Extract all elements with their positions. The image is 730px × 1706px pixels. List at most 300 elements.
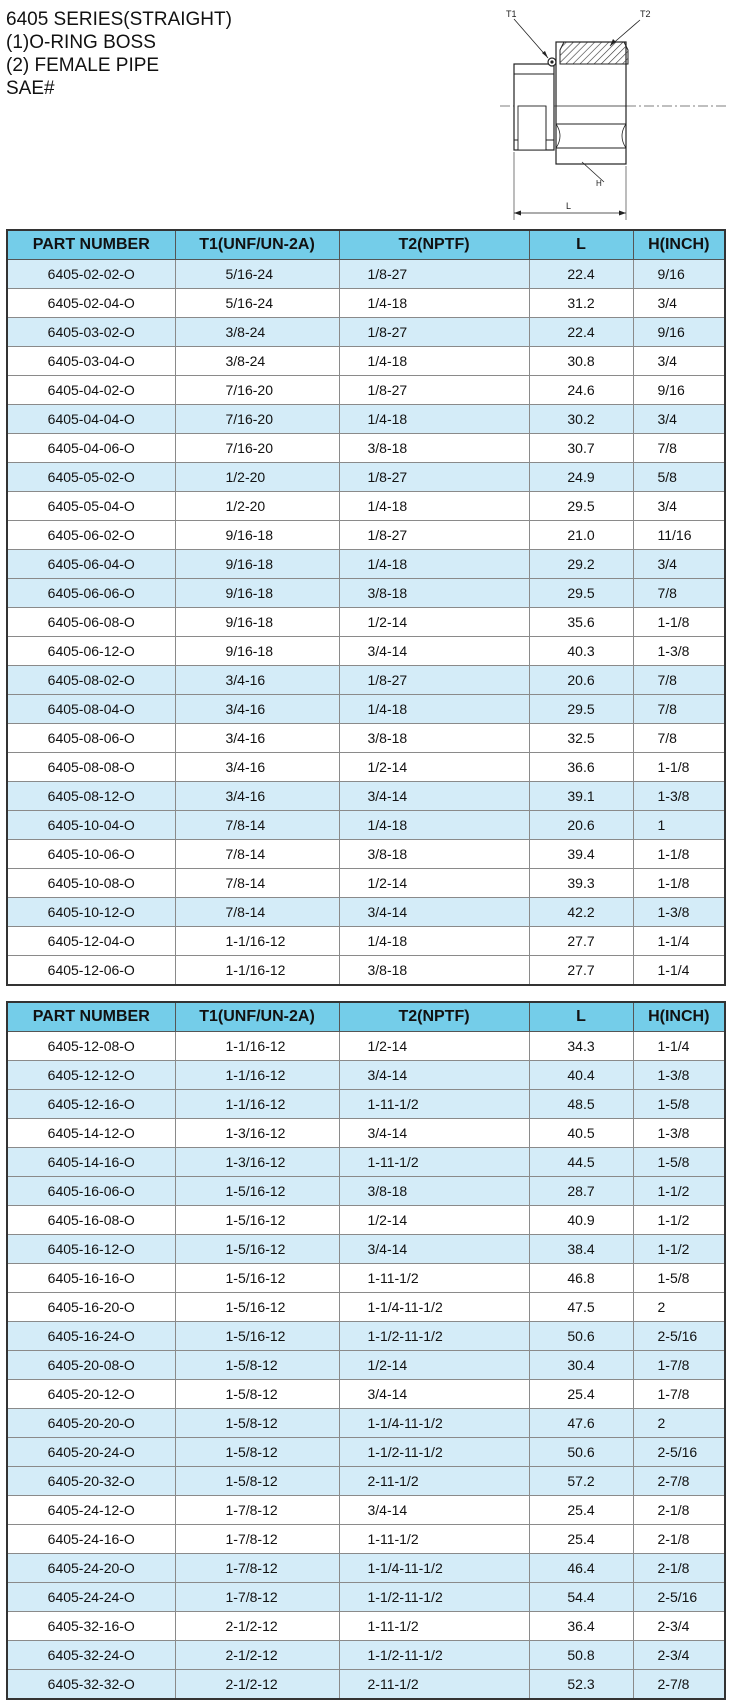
t1-cell: 1-5/8-12 bbox=[175, 1438, 339, 1467]
l-cell: 25.4 bbox=[529, 1496, 633, 1525]
header-t2: T2(NPTF) bbox=[339, 1002, 529, 1032]
h-cell: 2-5/16 bbox=[633, 1583, 725, 1612]
t2-cell: 1-1/2-11-1/2 bbox=[339, 1641, 529, 1670]
t1-cell: 1-5/16-12 bbox=[175, 1177, 339, 1206]
table-row bbox=[7, 1409, 725, 1438]
t1-cell: 1-5/8-12 bbox=[175, 1380, 339, 1409]
parts-table-1 bbox=[6, 229, 726, 986]
table-row bbox=[7, 1641, 725, 1670]
part-number-cell: 6405-08-06-O bbox=[7, 724, 175, 753]
l-cell: 24.6 bbox=[529, 376, 633, 405]
l-cell: 46.8 bbox=[529, 1264, 633, 1293]
part-number-cell: 6405-04-04-O bbox=[7, 405, 175, 434]
l-cell: 47.5 bbox=[529, 1293, 633, 1322]
table-row bbox=[7, 840, 725, 869]
l-cell: 39.3 bbox=[529, 869, 633, 898]
l-cell: 21.0 bbox=[529, 521, 633, 550]
t2-cell: 1/4-18 bbox=[339, 347, 529, 376]
table-row bbox=[7, 1119, 725, 1148]
t2-cell: 1-11-1/2 bbox=[339, 1148, 529, 1177]
part-number-cell: 6405-12-04-O bbox=[7, 927, 175, 956]
h-cell: 3/4 bbox=[633, 492, 725, 521]
part-number-cell: 6405-12-12-O bbox=[7, 1061, 175, 1090]
t1-cell: 1-3/16-12 bbox=[175, 1148, 339, 1177]
l-cell: 20.6 bbox=[529, 811, 633, 840]
h-cell: 2-1/8 bbox=[633, 1496, 725, 1525]
t1-cell: 1-1/16-12 bbox=[175, 1032, 339, 1061]
t1-cell: 1/2-20 bbox=[175, 492, 339, 521]
table-row bbox=[7, 1554, 725, 1583]
t2-cell: 1/4-18 bbox=[339, 811, 529, 840]
label-t1: T1 bbox=[506, 9, 517, 19]
header-t1: T1(UNF/UN-2A) bbox=[175, 230, 339, 260]
t2-cell: 1-11-1/2 bbox=[339, 1525, 529, 1554]
table-row bbox=[7, 1148, 725, 1177]
thread-section bbox=[518, 106, 546, 150]
t2-cell: 1-11-1/2 bbox=[339, 1090, 529, 1119]
h-cell: 1-7/8 bbox=[633, 1351, 725, 1380]
h-cell: 9/16 bbox=[633, 260, 725, 289]
t1-cell: 9/16-18 bbox=[175, 550, 339, 579]
t2-cell: 1-1/2-11-1/2 bbox=[339, 1583, 529, 1612]
part-number-cell: 6405-32-24-O bbox=[7, 1641, 175, 1670]
table-row bbox=[7, 347, 725, 376]
header-part-number: PART NUMBER bbox=[7, 230, 175, 260]
part-number-cell: 6405-05-04-O bbox=[7, 492, 175, 521]
l-cell: 35.6 bbox=[529, 608, 633, 637]
l-cell: 22.4 bbox=[529, 260, 633, 289]
header-t2: T2(NPTF) bbox=[339, 230, 529, 260]
l-cell: 25.4 bbox=[529, 1525, 633, 1554]
t2-cell: 1-11-1/2 bbox=[339, 1612, 529, 1641]
part-number-cell: 6405-12-06-O bbox=[7, 956, 175, 986]
t2-cell: 1/8-27 bbox=[339, 260, 529, 289]
t1-cell: 7/16-20 bbox=[175, 376, 339, 405]
t2-cell: 2-11-1/2 bbox=[339, 1670, 529, 1700]
header-h: H(INCH) bbox=[633, 230, 725, 260]
h-cell: 1-7/8 bbox=[633, 1380, 725, 1409]
l-cell: 40.5 bbox=[529, 1119, 633, 1148]
table-row bbox=[7, 1438, 725, 1467]
t2-cell: 1-1/4-11-1/2 bbox=[339, 1293, 529, 1322]
part-number-cell: 6405-16-08-O bbox=[7, 1206, 175, 1235]
t1-cell: 2-1/2-12 bbox=[175, 1612, 339, 1641]
part-number-cell: 6405-24-12-O bbox=[7, 1496, 175, 1525]
table-row bbox=[7, 1525, 725, 1554]
l-cell: 36.4 bbox=[529, 1612, 633, 1641]
parts-table-2 bbox=[6, 1001, 726, 1700]
t2-cell: 1/4-18 bbox=[339, 927, 529, 956]
t2-cell: 1/4-18 bbox=[339, 405, 529, 434]
table-row bbox=[7, 1177, 725, 1206]
l-cell: 50.8 bbox=[529, 1641, 633, 1670]
t2-cell: 3/4-14 bbox=[339, 637, 529, 666]
t2-cell: 1/2-14 bbox=[339, 608, 529, 637]
part-number-cell: 6405-02-04-O bbox=[7, 289, 175, 318]
table-row bbox=[7, 608, 725, 637]
t1-cell: 3/4-16 bbox=[175, 724, 339, 753]
l-cell: 47.6 bbox=[529, 1409, 633, 1438]
table-row bbox=[7, 521, 725, 550]
h-cell: 7/8 bbox=[633, 579, 725, 608]
table-row bbox=[7, 666, 725, 695]
t2-cell: 3/4-14 bbox=[339, 1061, 529, 1090]
l-cell: 32.5 bbox=[529, 724, 633, 753]
table-row bbox=[7, 1612, 725, 1641]
l-cell: 20.6 bbox=[529, 666, 633, 695]
part-number-cell: 6405-24-24-O bbox=[7, 1583, 175, 1612]
t2-cell: 1-1/4-11-1/2 bbox=[339, 1554, 529, 1583]
t1-cell: 3/4-16 bbox=[175, 782, 339, 811]
label-h: H bbox=[596, 179, 602, 188]
part-number-cell: 6405-32-32-O bbox=[7, 1670, 175, 1700]
t1-cell: 1-1/16-12 bbox=[175, 1090, 339, 1119]
hatched-section bbox=[560, 42, 628, 64]
table-row bbox=[7, 1496, 725, 1525]
h-cell: 2-7/8 bbox=[633, 1467, 725, 1496]
h-cell: 5/8 bbox=[633, 463, 725, 492]
t1-cell: 1-5/16-12 bbox=[175, 1293, 339, 1322]
header-part-number: PART NUMBER bbox=[7, 1002, 175, 1032]
h-cell: 1-3/8 bbox=[633, 637, 725, 666]
table-row bbox=[7, 1206, 725, 1235]
t1-cell: 9/16-18 bbox=[175, 521, 339, 550]
part-number-cell: 6405-08-08-O bbox=[7, 753, 175, 782]
part-number-cell: 6405-12-08-O bbox=[7, 1032, 175, 1061]
t2-cell: 1/8-27 bbox=[339, 376, 529, 405]
table-row bbox=[7, 1322, 725, 1351]
table-row bbox=[7, 318, 725, 347]
t1-cell: 2-1/2-12 bbox=[175, 1670, 339, 1700]
table-row bbox=[7, 927, 725, 956]
h-cell: 1-5/8 bbox=[633, 1148, 725, 1177]
h-cell: 2-1/8 bbox=[633, 1525, 725, 1554]
h-cell: 2-5/16 bbox=[633, 1322, 725, 1351]
table-2-body bbox=[7, 1032, 725, 1700]
l-cell: 40.4 bbox=[529, 1061, 633, 1090]
t2-cell: 3/8-18 bbox=[339, 1177, 529, 1206]
part-number-cell: 6405-24-20-O bbox=[7, 1554, 175, 1583]
t2-cell: 1-1/2-11-1/2 bbox=[339, 1438, 529, 1467]
l-cell: 54.4 bbox=[529, 1583, 633, 1612]
t2-cell: 1/2-14 bbox=[339, 753, 529, 782]
t2-cell: 1/2-14 bbox=[339, 1032, 529, 1061]
h-cell: 9/16 bbox=[633, 376, 725, 405]
l-cell: 44.5 bbox=[529, 1148, 633, 1177]
header-h: H(INCH) bbox=[633, 1002, 725, 1032]
l-cell: 48.5 bbox=[529, 1090, 633, 1119]
table-row bbox=[7, 463, 725, 492]
part-number-cell: 6405-32-16-O bbox=[7, 1612, 175, 1641]
h-cell: 1-3/8 bbox=[633, 1061, 725, 1090]
h-cell: 3/4 bbox=[633, 405, 725, 434]
table-row bbox=[7, 1235, 725, 1264]
t1-cell: 9/16-18 bbox=[175, 579, 339, 608]
h-cell: 1-1/2 bbox=[633, 1206, 725, 1235]
h-cell: 2-5/16 bbox=[633, 1438, 725, 1467]
part-number-cell: 6405-16-12-O bbox=[7, 1235, 175, 1264]
t2-cell: 3/8-18 bbox=[339, 579, 529, 608]
t1-cell: 1-5/8-12 bbox=[175, 1409, 339, 1438]
t1-cell: 1-1/16-12 bbox=[175, 1061, 339, 1090]
h-cell: 3/4 bbox=[633, 347, 725, 376]
t2-cell: 1/4-18 bbox=[339, 492, 529, 521]
table-row bbox=[7, 1380, 725, 1409]
h-cell: 7/8 bbox=[633, 666, 725, 695]
part-number-cell: 6405-12-16-O bbox=[7, 1090, 175, 1119]
h-cell: 1-1/2 bbox=[633, 1177, 725, 1206]
t2-cell: 1/8-27 bbox=[339, 318, 529, 347]
t2-cell: 3/4-14 bbox=[339, 1380, 529, 1409]
table-row bbox=[7, 260, 725, 289]
h-cell: 1-1/4 bbox=[633, 1032, 725, 1061]
t1-cell: 7/16-20 bbox=[175, 405, 339, 434]
part-number-cell: 6405-14-12-O bbox=[7, 1119, 175, 1148]
part-number-cell: 6405-06-06-O bbox=[7, 579, 175, 608]
t1-cell: 7/8-14 bbox=[175, 811, 339, 840]
h-cell: 1-3/8 bbox=[633, 898, 725, 927]
t2-cell: 3/8-18 bbox=[339, 434, 529, 463]
part-number-cell: 6405-20-12-O bbox=[7, 1380, 175, 1409]
part-number-cell: 6405-20-20-O bbox=[7, 1409, 175, 1438]
part-number-cell: 6405-05-02-O bbox=[7, 463, 175, 492]
l-cell: 29.5 bbox=[529, 579, 633, 608]
h-cell: 2-7/8 bbox=[633, 1670, 725, 1700]
t1-cell: 3/4-16 bbox=[175, 666, 339, 695]
table-row bbox=[7, 637, 725, 666]
l-cell: 29.5 bbox=[529, 695, 633, 724]
header-row bbox=[7, 230, 725, 260]
part-number-cell: 6405-06-08-O bbox=[7, 608, 175, 637]
table-row bbox=[7, 1670, 725, 1700]
h-cell: 1-3/8 bbox=[633, 1119, 725, 1148]
part-number-cell: 6405-24-16-O bbox=[7, 1525, 175, 1554]
h-cell: 3/4 bbox=[633, 550, 725, 579]
l-cell: 27.7 bbox=[529, 956, 633, 986]
t1-cell: 1-5/8-12 bbox=[175, 1351, 339, 1380]
table-row bbox=[7, 492, 725, 521]
table-row bbox=[7, 956, 725, 986]
part-number-cell: 6405-10-04-O bbox=[7, 811, 175, 840]
table-row bbox=[7, 1583, 725, 1612]
t2-cell: 1-11-1/2 bbox=[339, 1264, 529, 1293]
l-cell: 46.4 bbox=[529, 1554, 633, 1583]
l-cell: 40.9 bbox=[529, 1206, 633, 1235]
part-number-cell: 6405-02-02-O bbox=[7, 260, 175, 289]
h-cell: 2-1/8 bbox=[633, 1554, 725, 1583]
t1-cell: 1-5/16-12 bbox=[175, 1264, 339, 1293]
l-cell: 39.1 bbox=[529, 782, 633, 811]
l-cell: 40.3 bbox=[529, 637, 633, 666]
part-number-cell: 6405-03-04-O bbox=[7, 347, 175, 376]
t1-cell: 5/16-24 bbox=[175, 260, 339, 289]
table-row bbox=[7, 695, 725, 724]
t2-cell: 3/8-18 bbox=[339, 724, 529, 753]
t1-cell: 3/4-16 bbox=[175, 753, 339, 782]
t2-cell: 1/4-18 bbox=[339, 550, 529, 579]
header-l: L bbox=[529, 1002, 633, 1032]
table-row bbox=[7, 405, 725, 434]
t1-cell: 1-5/16-12 bbox=[175, 1322, 339, 1351]
t2-cell: 1/8-27 bbox=[339, 521, 529, 550]
label-l: L bbox=[566, 201, 572, 211]
part-number-cell: 6405-14-16-O bbox=[7, 1148, 175, 1177]
t1-cell: 1-7/8-12 bbox=[175, 1525, 339, 1554]
part-number-cell: 6405-10-06-O bbox=[7, 840, 175, 869]
t2-cell: 3/8-18 bbox=[339, 956, 529, 986]
t1-cell: 5/16-24 bbox=[175, 289, 339, 318]
h-cell: 7/8 bbox=[633, 695, 725, 724]
l-cell: 28.7 bbox=[529, 1177, 633, 1206]
table-row bbox=[7, 1090, 725, 1119]
part-number-cell: 6405-03-02-O bbox=[7, 318, 175, 347]
t2-cell: 3/4-14 bbox=[339, 1119, 529, 1148]
t2-cell: 1/4-18 bbox=[339, 289, 529, 318]
h-cell: 2 bbox=[633, 1293, 725, 1322]
part-number-cell: 6405-16-16-O bbox=[7, 1264, 175, 1293]
part-number-cell: 6405-06-12-O bbox=[7, 637, 175, 666]
table-row bbox=[7, 1061, 725, 1090]
t2-cell: 2-11-1/2 bbox=[339, 1467, 529, 1496]
l-cell: 57.2 bbox=[529, 1467, 633, 1496]
h-cell: 1-1/8 bbox=[633, 753, 725, 782]
part-number-cell: 6405-10-12-O bbox=[7, 898, 175, 927]
h-cell: 2-3/4 bbox=[633, 1641, 725, 1670]
table-row bbox=[7, 782, 725, 811]
table-row bbox=[7, 1351, 725, 1380]
h-cell: 1-1/8 bbox=[633, 608, 725, 637]
h-cell: 7/8 bbox=[633, 724, 725, 753]
part-number-cell: 6405-06-04-O bbox=[7, 550, 175, 579]
t1-cell: 1-1/16-12 bbox=[175, 956, 339, 986]
t1-cell: 9/16-18 bbox=[175, 608, 339, 637]
t1-cell: 9/16-18 bbox=[175, 637, 339, 666]
t2-cell: 1/2-14 bbox=[339, 1351, 529, 1380]
h-cell: 1 bbox=[633, 811, 725, 840]
l-cell: 50.6 bbox=[529, 1322, 633, 1351]
l-cell: 30.7 bbox=[529, 434, 633, 463]
h-cell: 1-5/8 bbox=[633, 1090, 725, 1119]
t2-cell: 3/4-14 bbox=[339, 898, 529, 927]
part-number-cell: 6405-16-24-O bbox=[7, 1322, 175, 1351]
table-1-body bbox=[7, 260, 725, 986]
t1-cell: 1-1/16-12 bbox=[175, 927, 339, 956]
l-cell: 39.4 bbox=[529, 840, 633, 869]
h-cell: 2-3/4 bbox=[633, 1612, 725, 1641]
h-cell: 11/16 bbox=[633, 521, 725, 550]
t2-cell: 1-1/4-11-1/2 bbox=[339, 1409, 529, 1438]
t1-cell: 2-1/2-12 bbox=[175, 1641, 339, 1670]
table-row bbox=[7, 753, 725, 782]
l-cell: 36.6 bbox=[529, 753, 633, 782]
table-row bbox=[7, 724, 725, 753]
h-cell: 9/16 bbox=[633, 318, 725, 347]
table-row bbox=[7, 550, 725, 579]
h-cell: 1-1/8 bbox=[633, 869, 725, 898]
t1-cell: 1-7/8-12 bbox=[175, 1496, 339, 1525]
l-cell: 24.9 bbox=[529, 463, 633, 492]
t2-cell: 3/4-14 bbox=[339, 782, 529, 811]
l-cell: 38.4 bbox=[529, 1235, 633, 1264]
h-cell: 3/4 bbox=[633, 289, 725, 318]
part-number-cell: 6405-10-08-O bbox=[7, 869, 175, 898]
oring-boss-line: (1)O-RING BOSS bbox=[6, 32, 156, 53]
h-cell: 1-1/4 bbox=[633, 956, 725, 986]
label-t2: T2 bbox=[640, 9, 651, 19]
l-cell: 31.2 bbox=[529, 289, 633, 318]
female-pipe-line: (2) FEMALE PIPE bbox=[6, 55, 160, 76]
t2-cell: 1/2-14 bbox=[339, 869, 529, 898]
l-cell: 25.4 bbox=[529, 1380, 633, 1409]
l-cell: 29.2 bbox=[529, 550, 633, 579]
table-row bbox=[7, 434, 725, 463]
t2-cell: 1/8-27 bbox=[339, 666, 529, 695]
part-number-cell: 6405-16-06-O bbox=[7, 1177, 175, 1206]
t2-cell: 1-1/2-11-1/2 bbox=[339, 1322, 529, 1351]
t1-cell: 1-7/8-12 bbox=[175, 1583, 339, 1612]
table-row bbox=[7, 869, 725, 898]
series-title: 6405 SERIES(STRAIGHT) bbox=[6, 9, 232, 30]
t1-cell: 1/2-20 bbox=[175, 463, 339, 492]
l-cell: 27.7 bbox=[529, 927, 633, 956]
t2-cell: 1/2-14 bbox=[339, 1206, 529, 1235]
t1-cell: 1-5/8-12 bbox=[175, 1467, 339, 1496]
fitting-diagram bbox=[500, 2, 726, 220]
table-row bbox=[7, 898, 725, 927]
table-row bbox=[7, 579, 725, 608]
table-row bbox=[7, 1032, 725, 1061]
t1-cell: 7/16-20 bbox=[175, 434, 339, 463]
title-block bbox=[6, 8, 232, 100]
h-cell: 1-1/4 bbox=[633, 927, 725, 956]
h-cell: 1-5/8 bbox=[633, 1264, 725, 1293]
part-number-cell: 6405-16-20-O bbox=[7, 1293, 175, 1322]
l-cell: 30.2 bbox=[529, 405, 633, 434]
header-l: L bbox=[529, 230, 633, 260]
part-number-cell: 6405-20-24-O bbox=[7, 1438, 175, 1467]
part-number-cell: 6405-08-12-O bbox=[7, 782, 175, 811]
l-cell: 30.8 bbox=[529, 347, 633, 376]
table-row bbox=[7, 1467, 725, 1496]
l-cell: 52.3 bbox=[529, 1670, 633, 1700]
t1-cell: 3/8-24 bbox=[175, 318, 339, 347]
t1-cell: 7/8-14 bbox=[175, 869, 339, 898]
sae-line: SAE# bbox=[6, 78, 55, 99]
l-cell: 50.6 bbox=[529, 1438, 633, 1467]
table-row bbox=[7, 376, 725, 405]
h-cell: 7/8 bbox=[633, 434, 725, 463]
part-number-cell: 6405-20-32-O bbox=[7, 1467, 175, 1496]
t1-cell: 1-5/16-12 bbox=[175, 1235, 339, 1264]
l-cell: 42.2 bbox=[529, 898, 633, 927]
t2-cell: 3/8-18 bbox=[339, 840, 529, 869]
t1-cell: 1-3/16-12 bbox=[175, 1119, 339, 1148]
part-number-cell: 6405-08-02-O bbox=[7, 666, 175, 695]
part-number-cell: 6405-04-02-O bbox=[7, 376, 175, 405]
table-row bbox=[7, 289, 725, 318]
part-number-cell: 6405-06-02-O bbox=[7, 521, 175, 550]
h-cell: 1-1/8 bbox=[633, 840, 725, 869]
table-row bbox=[7, 1264, 725, 1293]
h-cell: 2 bbox=[633, 1409, 725, 1438]
header-t1: T1(UNF/UN-2A) bbox=[175, 1002, 339, 1032]
part-number-cell: 6405-04-06-O bbox=[7, 434, 175, 463]
l-cell: 34.3 bbox=[529, 1032, 633, 1061]
t1-cell: 3/8-24 bbox=[175, 347, 339, 376]
t2-cell: 3/4-14 bbox=[339, 1496, 529, 1525]
t1-cell: 7/8-14 bbox=[175, 898, 339, 927]
table-row bbox=[7, 1293, 725, 1322]
